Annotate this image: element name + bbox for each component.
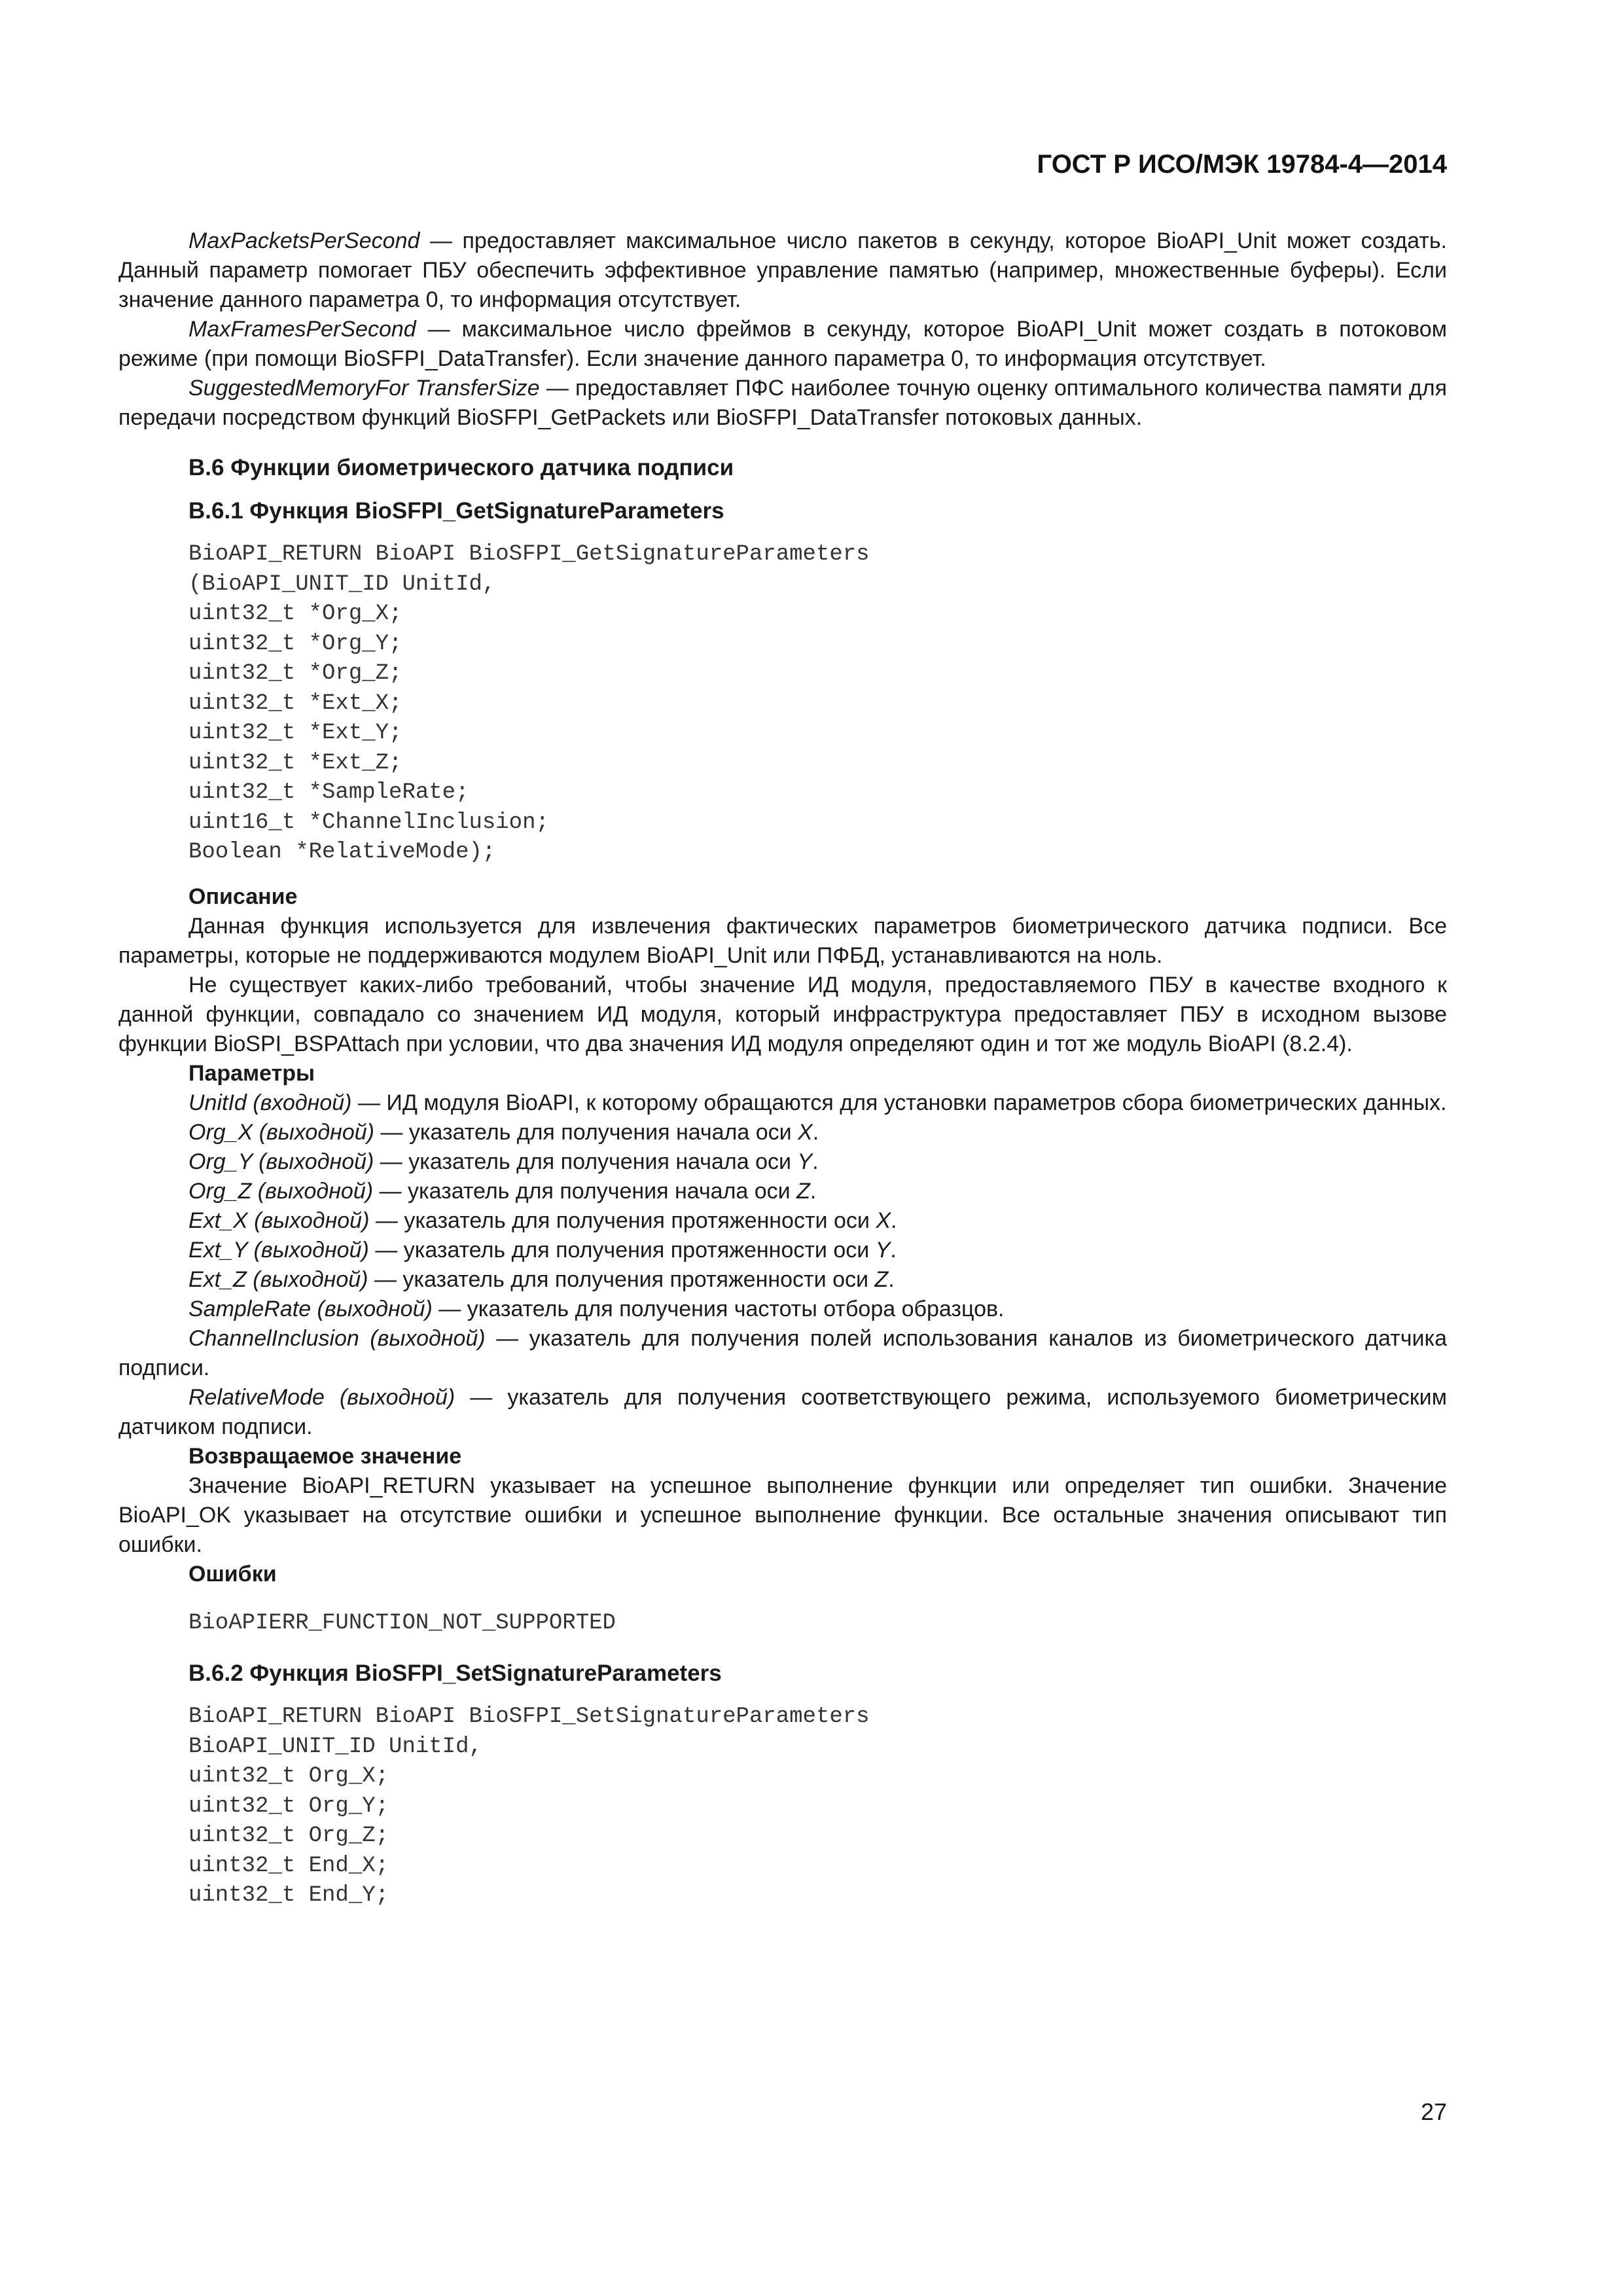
sentence-end: . (812, 1119, 819, 1145)
definition: — предоставляет ПФС наиболее точную оценку оптимального количества памяти для передачи посредством функций BioSFPI_GetPackets или BioSFPI_DataTransfer потоковых данных. (118, 376, 1448, 430)
code-block-get-signature-parameters: BioAPI_RETURN BioAPI BioSFPI_GetSignatureParameters (BioAPI_UNIT_ID UnitId, uint32_t *Org_X; uint32_t *Org_Y; uint32_t *Org_Z; uint32_t *Ext_X; uint32_t *Ext_Y; uint32_t *Ext_Z; uint32_t *SampleRate; uint16_t *ChannelInclusion; Boolean *RelativeMode); (188, 542, 870, 865)
axis-label: X (876, 1208, 891, 1233)
parameter-item (118, 1236, 1447, 1265)
description-paragraph: Не существует каких-либо требований, чтобы значение ИД модуля, предоставляемого ПБУ в качестве входного к данной функции, совпадало со значением ИД модуля, который инфраструктура предоставляет ПБУ в исходном вызове функции BioSPI_BSPAttach при условии, что два значения ИД модуля определяют один и тот же модуль BioAPI (8.2.4). (118, 972, 1447, 1056)
parameter-item (118, 1383, 1447, 1442)
term: MaxFramesPerSecond (188, 317, 416, 342)
parameter-name: Ext_X (выходной) (188, 1208, 370, 1233)
axis-label: X (798, 1119, 813, 1145)
definition: — максимальное число фреймов в секунду, которое BioAPI_Unit может создать в потоковом режиме (при помощи BioSFPI_DataTransfer). Если значение данного параметра 0, то информация отсутствует. (118, 317, 1447, 371)
parameter-name: Org_Z (выходной) (188, 1178, 374, 1204)
document-page (118, 0, 1447, 2296)
parameter-description: — указатель для получения начала оси (373, 1178, 797, 1204)
intro-paragraph (118, 315, 1447, 374)
intro-paragraph (118, 226, 1447, 315)
axis-label: Z (796, 1178, 810, 1204)
description-heading: Описание (188, 884, 298, 909)
parameter-name: RelativeMode (выходной) (188, 1384, 455, 1410)
section-heading-b61: B.6.1 Функция BioSFPI_GetSignatureParameters (188, 498, 724, 524)
parameter-name: UnitId (входной) (188, 1090, 352, 1115)
sentence-end: . (891, 1208, 897, 1233)
intro-paragraph (118, 374, 1447, 433)
parameter-description: — указатель для получения протяженности оси (369, 1208, 876, 1233)
parameter-description: — указатель для получения начала оси (374, 1119, 798, 1145)
parameter-name: Org_Y (выходной) (188, 1149, 374, 1174)
standard-header: ГОСТ Р ИСО/МЭК 19784-4—2014 (1037, 150, 1447, 179)
parameter-item (118, 1118, 1447, 1147)
term: MaxPacketsPerSecond (188, 228, 420, 253)
sentence-end: . (812, 1149, 819, 1174)
section-heading-b62: B.6.2 Функция BioSFPI_SetSignatureParameters (188, 1660, 722, 1686)
return-value-paragraph: Значение BioAPI_RETURN указывает на успешное выполнение функции или определяет тип ошибки. Значение BioAPI_OK указывает на отсутствие ошибки и успешное выполнение функции. Все остальные значения описывают тип ошибки. (118, 1473, 1447, 1557)
section-heading-b6: B.6 Функции биометрического датчика подписи (188, 455, 734, 480)
parameter-item (118, 1206, 1447, 1236)
errors-heading: Ошибки (188, 1561, 277, 1587)
parameter-name: SampleRate (выходной) (188, 1296, 433, 1321)
parameter-description: — указатель для получения частоты отбора образцов. (432, 1296, 1005, 1321)
parameter-name: Org_X (выходной) (188, 1119, 374, 1145)
parameter-description: — указатель для получения протяженности оси (368, 1237, 876, 1263)
parameter-name: Ext_Y (выходной) (188, 1237, 369, 1263)
description-paragraph: Данная функция используется для извлечения фактических параметров биометрического датчика подписи. Все параметры, которые не поддерживаются модулем BioAPI_Unit или ПФБД, устанавливаются на ноль. (118, 913, 1447, 968)
page-body (118, 226, 1447, 1911)
axis-label: Y (797, 1149, 813, 1174)
axis-label: Y (875, 1237, 891, 1263)
sentence-end: . (888, 1266, 895, 1292)
parameter-description: — указатель для получения полей использования каналов из биометрического датчика подписи. (118, 1325, 1447, 1380)
return-value-heading: Возвращаемое значение (188, 1443, 462, 1469)
code-block-set-signature-parameters: BioAPI_RETURN BioAPI BioSFPI_SetSignatureParameters BioAPI_UNIT_ID UnitId, uint32_t Org_X; uint32_t Org_Y; uint32_t Org_Z; uint32_t End_X; uint32_t End_Y; (188, 1704, 870, 1908)
parameters-heading: Параметры (188, 1060, 315, 1086)
code-block-errors: BioAPIERR_FUNCTION_NOT_SUPPORTED (188, 1610, 616, 1636)
parameter-item (118, 1088, 1447, 1118)
parameter-item (118, 1324, 1447, 1383)
parameter-description: — указатель для получения соответствующего режима, используемого биометрическим датчиком подписи. (118, 1384, 1447, 1439)
parameter-description: — указатель для получения протяженности оси (368, 1266, 875, 1292)
parameter-item (118, 1177, 1447, 1206)
sentence-end: . (810, 1178, 817, 1204)
term: SuggestedMemoryFor TransferSize (188, 376, 540, 401)
parameter-item (118, 1295, 1447, 1324)
parameter-name: ChannelInclusion (выходной) (188, 1325, 486, 1351)
parameter-description: — ИД модуля BioAPI, к которому обращаются для установки параметров сбора биометрических данных. (351, 1090, 1447, 1115)
parameter-item (118, 1265, 1447, 1295)
parameter-name: Ext_Z (выходной) (188, 1266, 368, 1292)
sentence-end: . (890, 1237, 897, 1263)
parameter-item (118, 1147, 1447, 1177)
axis-label: Z (874, 1266, 889, 1292)
definition: — предоставляет максимальное число пакетов в секунду, которое BioAPI_Unit может создать. Данный параметр помогает ПБУ обеспечить эффективное управление памятью (например, множественные буферы). Если значение данного параметра 0, то информация отсутствует. (118, 228, 1447, 312)
page-number: 27 (1420, 2098, 1447, 2125)
parameter-description: — указатель для получения начала оси (374, 1149, 798, 1174)
